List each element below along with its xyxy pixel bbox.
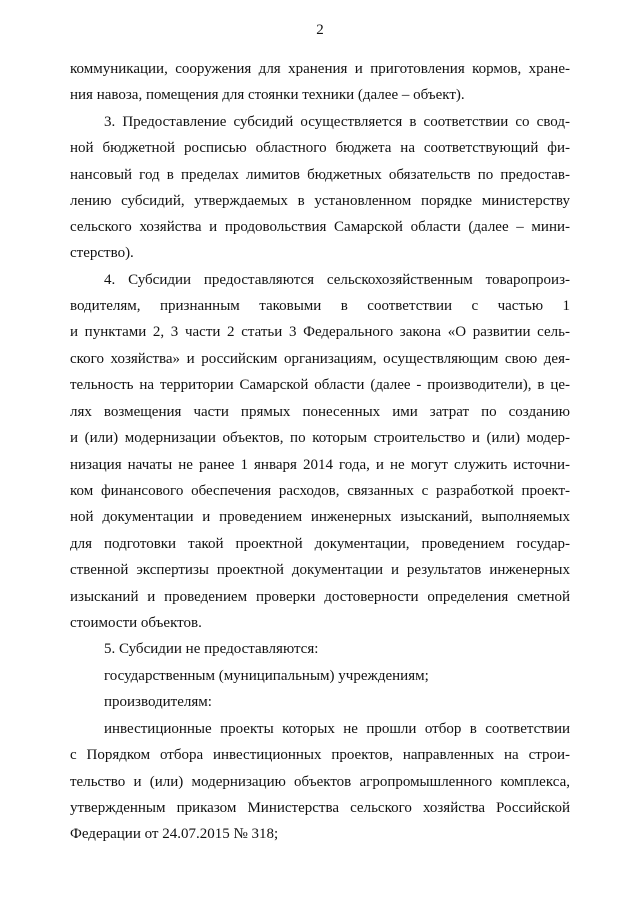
text-line: 4. Субсидии предоставляются сельскохозяйственным товаропроиз- xyxy=(104,272,570,288)
text-line: тельство и (или) модернизацию объектов агропромышленного комплекса, xyxy=(70,774,570,790)
text-line: стерство). xyxy=(70,245,134,261)
text-line: коммуникации, сооружения для хранения и приготовления кормов, хране- xyxy=(70,61,570,77)
text-line: изысканий и проведением проверки достоверности определения сметной xyxy=(70,589,570,605)
text-line: 3. Предоставление субсидий осуществляется в соответствии со свод- xyxy=(104,114,570,130)
text-line: ком финансового обеспечения расходов, связанных с разработкой проект- xyxy=(70,483,570,499)
text-line: сельского хозяйства и продовольствия Самарской области (далее – мини- xyxy=(70,219,570,235)
text-line: лению субсидий, утверждаемых в установленном порядке министерству xyxy=(70,193,570,209)
text-line: утвержденным приказом Министерства сельского хозяйства Российской xyxy=(70,800,570,816)
text-line: производителям: xyxy=(104,694,212,710)
text-line: водителям, признанным таковыми в соответствии с частью 1 xyxy=(70,298,570,314)
text-line: ной бюджетной росписью областного бюджета на соответствующий фи- xyxy=(70,140,570,156)
text-line: ной документации и проведением инженерных изысканий, выполняемых xyxy=(70,509,570,525)
text-line: и пунктами 2, 3 части 2 статьи 3 Федерального закона «О развитии сель- xyxy=(70,324,570,340)
page-number: 2 xyxy=(316,22,324,38)
text-line: Федерации от 24.07.2015 № 318; xyxy=(70,826,279,842)
text-line: для подготовки такой проектной документации, проведением государ- xyxy=(70,536,570,552)
text-line: низация начаты не ранее 1 января 2014 года, и не могут служить источни- xyxy=(70,457,570,473)
text-line: стоимости объектов. xyxy=(70,615,202,631)
text-line: инвестиционные проекты которых не прошли отбор в соответствии xyxy=(104,721,570,737)
text-line: ственной экспертизы проектной документации и результатов инженерных xyxy=(70,562,570,578)
text-line: тельность на территории Самарской области (далее - производители), в це- xyxy=(70,377,570,393)
text-line: ния навоза, помещения для стоянки техники (далее – объект). xyxy=(70,87,465,103)
text-line: 5. Субсидии не предоставляются: xyxy=(104,641,319,657)
text-line: с Порядком отбора инвестиционных проектов, направленных на строи- xyxy=(70,747,570,763)
text-line: и (или) модернизации объектов, по которым строительство и (или) модер- xyxy=(70,430,570,446)
text-line: лях возмещения части прямых понесенных ими затрат по созданию xyxy=(70,404,570,420)
text-line: государственным (муниципальным) учреждениям; xyxy=(104,668,429,684)
text-line: ского хозяйства» и российским организациям, осуществляющим свою дея- xyxy=(70,351,570,367)
text-line: нансовый год в пределах лимитов бюджетных обязательств по предостав- xyxy=(70,167,570,183)
